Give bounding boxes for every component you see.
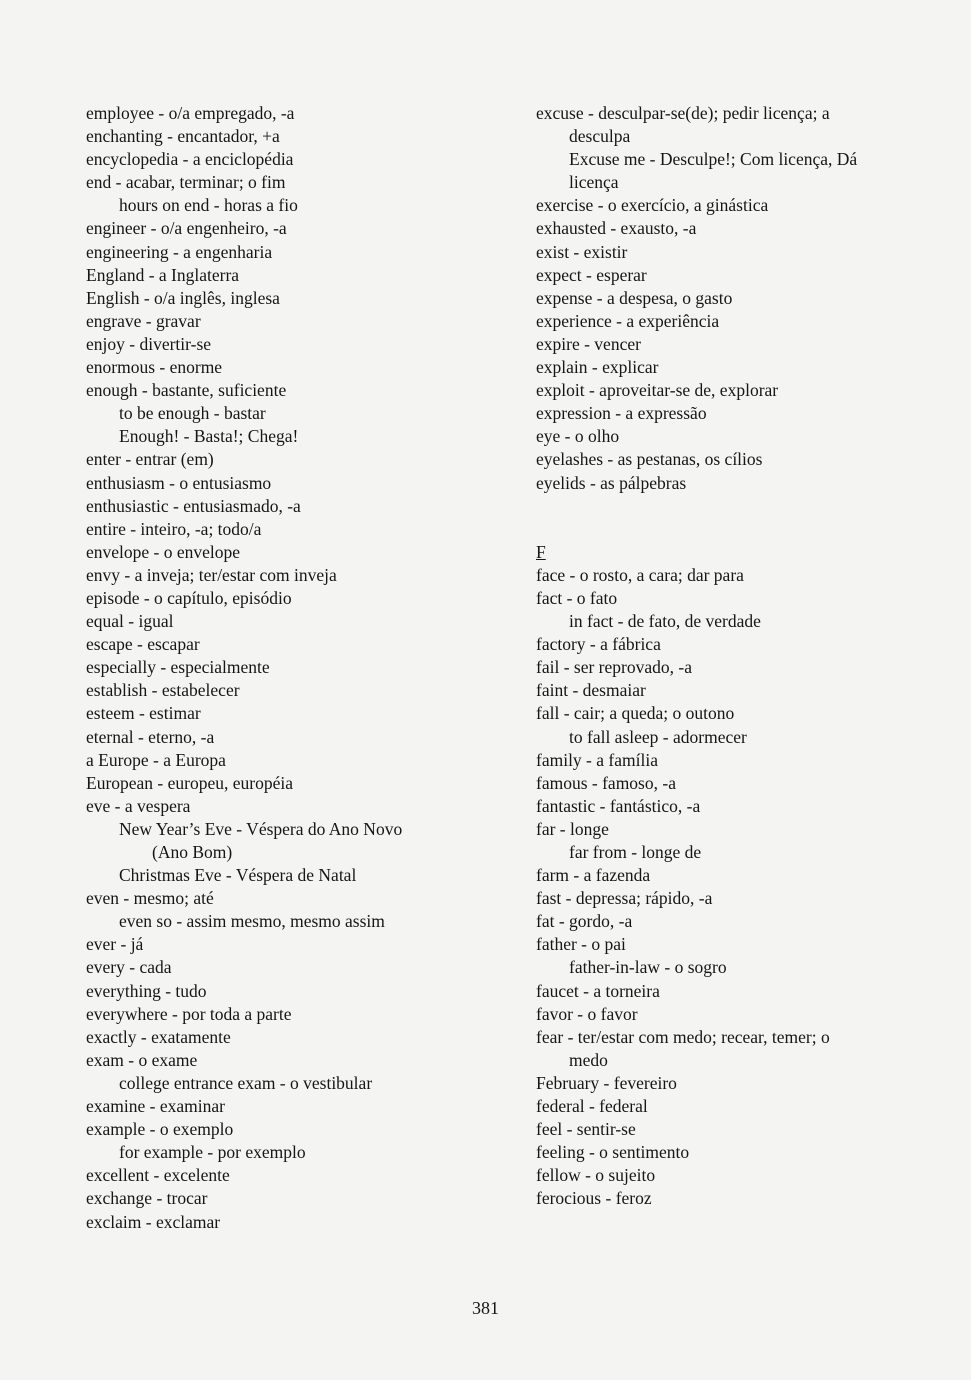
list-item: engineer - o/a engenheiro, -a (86, 218, 287, 239)
list-item: New Year’s Eve - Véspera do Ano Novo (119, 818, 403, 839)
list-item: famous - famoso, -a (536, 772, 676, 793)
list-item: envelope - o envelope (86, 541, 241, 562)
list-item: eye - o olho (536, 426, 620, 447)
list-item: exercise - o exercício, a ginástica (536, 195, 769, 216)
list-item: fear - ter/estar com medo; recear, temer; o (536, 1026, 830, 1047)
list-item: faint - desmaiar (536, 680, 646, 701)
list-item: ferocious - feroz (536, 1188, 652, 1209)
list-item: explain - explicar (536, 357, 659, 378)
list-item: excuse - desculpar-se(de); pedir licença; a (536, 103, 830, 123)
list-item: father - o pai (536, 934, 626, 955)
list-item: excellent - excelente (86, 1165, 230, 1186)
list-item: far - longe (536, 818, 609, 839)
list-item: fail - ser reprovado, -a (536, 657, 692, 678)
list-item: to fall asleep - adormecer (569, 726, 747, 747)
list-item: eve - a vespera (86, 795, 191, 816)
list-item: everything - tudo (86, 980, 207, 1001)
list-item: enter - entrar (em) (86, 449, 214, 470)
list-item: father-in-law - o sogro (569, 957, 727, 978)
list-item: enthusiasm - o entusiasmo (86, 472, 272, 493)
list-item: everywhere - por toda a parte (86, 1003, 292, 1024)
blank-line (536, 495, 931, 518)
list-item: episode - o capítulo, episódio (86, 587, 292, 608)
list-item: exchange - trocar (86, 1188, 208, 1209)
list-item: ever - já (86, 934, 144, 955)
list-item: eternal - eterno, -a (86, 726, 215, 747)
list-item: fact - o fato (536, 587, 618, 608)
list-item: Christmas Eve - Véspera de Natal (119, 865, 357, 886)
list-item: exhausted - exausto, -a (536, 218, 697, 239)
list-item: expression - a expressão (536, 403, 707, 424)
list-item: even - mesmo; até (86, 888, 214, 909)
list-item: a Europe - a Europa (86, 749, 226, 770)
list-item: engrave - gravar (86, 310, 201, 331)
list-item: eyelids - as pálpebras (536, 472, 687, 493)
list-item: Enough! - Basta!; Chega! (119, 426, 299, 447)
list-item: far from - longe de (569, 842, 702, 862)
list-item: encyclopedia - a enciclopédia (86, 149, 294, 170)
list-item: English - o/a inglês, inglesa (86, 287, 280, 308)
list-item: European - europeu, européia (86, 772, 293, 793)
list-item: faucet - a torneira (536, 980, 660, 1001)
list-item: expect - esperar (536, 264, 647, 285)
list-item: fellow - o sujeito (536, 1165, 656, 1186)
list-item: even so - assim mesmo, mesmo assim (119, 911, 385, 932)
list-item: exclaim - exclamar (86, 1211, 221, 1232)
page-number: 381 (472, 1298, 499, 1318)
list-item: factory - a fábrica (536, 634, 661, 655)
list-item: enchanting - encantador, +a (86, 126, 280, 147)
list-item: fall - cair; a queda; o outono (536, 703, 735, 724)
section-heading: F (536, 541, 546, 562)
list-item: for example - por exemplo (119, 1142, 306, 1163)
list-item: establish - estabelecer (86, 680, 240, 701)
list-item: examine - examinar (86, 1096, 225, 1117)
list-item: college entrance exam - o vestibular (119, 1072, 373, 1093)
right-column (536, 102, 931, 1211)
list-item: family - a família (536, 749, 658, 770)
list-item: esteem - estimar (86, 703, 201, 724)
list-item: example - o exemplo (86, 1119, 234, 1140)
list-item: desculpa (569, 126, 631, 147)
list-item: every - cada (86, 957, 172, 978)
list-item: feeling - o sentimento (536, 1142, 690, 1163)
list-item: licença (569, 172, 619, 193)
list-item: eyelashes - as pestanas, os cílios (536, 449, 763, 470)
list-item: fantastic - fantástico, -a (536, 795, 701, 816)
list-item: hours on end - horas a fio (119, 195, 298, 216)
list-item: in fact - de fato, de verdade (569, 611, 761, 632)
list-item: enough - bastante, suficiente (86, 380, 287, 401)
list-item: end - acabar, terminar; o fim (86, 172, 286, 193)
list-item: federal - federal (536, 1096, 648, 1117)
list-item: escape - escapar (86, 634, 200, 655)
list-item: February - fevereiro (536, 1072, 677, 1093)
list-item: farm - a fazenda (536, 865, 651, 886)
list-item: exactly - exatamente (86, 1026, 231, 1047)
list-item: to be enough - bastar (119, 403, 266, 424)
blank-line (536, 518, 931, 541)
list-item: expire - vencer (536, 333, 641, 354)
list-item: especially - especialmente (86, 657, 270, 678)
list-item: engineering - a engenharia (86, 241, 273, 262)
list-item: face - o rosto, a cara; dar para (536, 564, 744, 585)
list-item: favor - o favor (536, 1003, 638, 1024)
list-item: envy - a inveja; ter/estar com inveja (86, 564, 337, 585)
list-item: experience - a experiência (536, 310, 720, 331)
list-item: entire - inteiro, -a; todo/a (86, 518, 262, 539)
list-item: exist - existir (536, 241, 628, 262)
list-item: enormous - enorme (86, 357, 223, 378)
left-column (86, 102, 486, 1234)
list-item: England - a Inglaterra (86, 264, 240, 285)
list-item: exploit - aproveitar-se de, explorar (536, 380, 779, 401)
list-item: (Ano Bom) (152, 842, 233, 862)
list-item: equal - igual (86, 611, 174, 632)
list-item: feel - sentir-se (536, 1119, 636, 1140)
list-item: fat - gordo, -a (536, 911, 633, 932)
list-item: exam - o exame (86, 1049, 198, 1070)
list-item: enjoy - divertir-se (86, 333, 212, 354)
list-item: Excuse me - Desculpe!; Com licença, Dá (569, 149, 858, 170)
list-item: expense - a despesa, o gasto (536, 287, 733, 308)
list-item: enthusiastic - entusiasmado, -a (86, 495, 301, 516)
list-item: fast - depressa; rápido, -a (536, 888, 713, 909)
list-item: medo (569, 1049, 608, 1070)
list-item: employee - o/a empregado, -a (86, 103, 295, 123)
